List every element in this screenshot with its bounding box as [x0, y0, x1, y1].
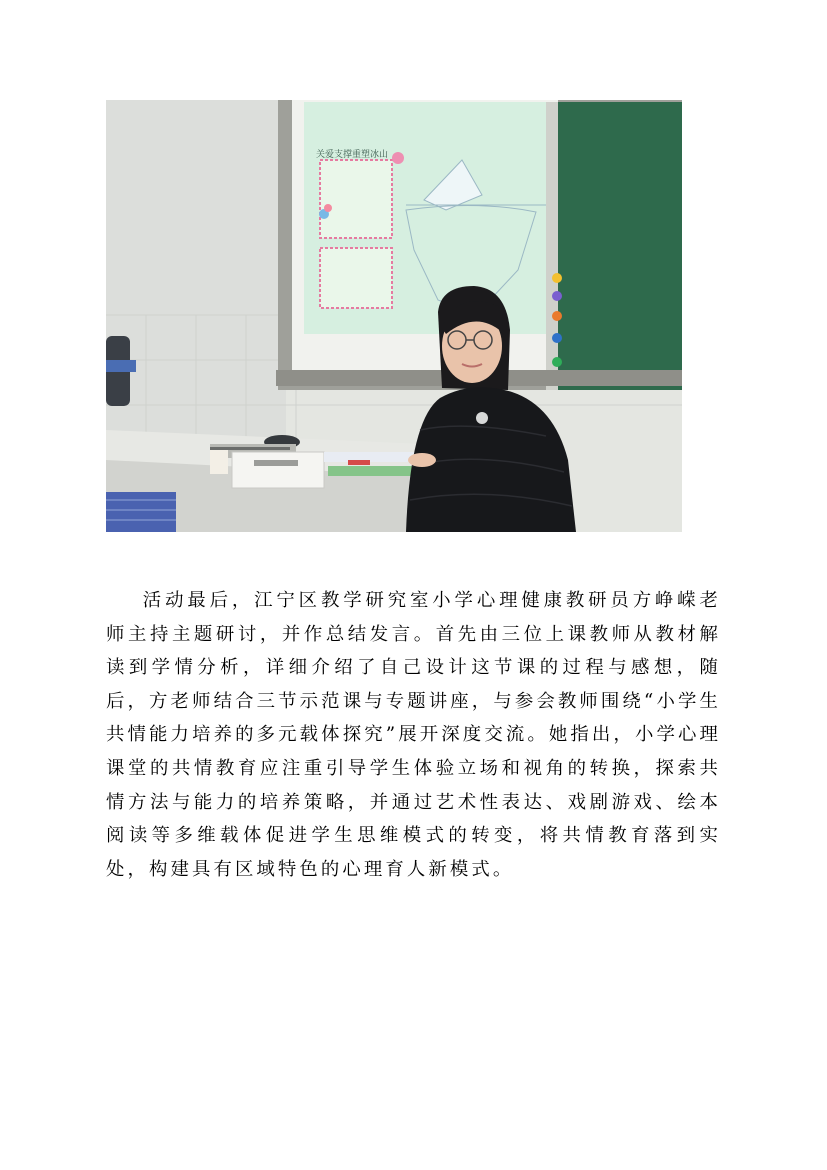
- body-paragraph: 活动最后，江宁区教学研究室小学心理健康教研员方峥嵘老师主持主题研讨，并作总结发言。首先由三位上课教师从教材解读到学情分析，详细介绍了自己设计这节课的过程与感想，随后，方老师结合三节示范课与专题讲座，与参会教师围绕“小学生共情能力培养的多元载体探究”展开深度交流。她指出，小学心理课堂的共情教育应注重引导学生体验立场和视角的转换，探索共情方法与能力的培养策略，并通过艺术性表达、戏剧游戏、绘本阅读等多维载体促进学生思维模式的转变，将共情教育落到实处，构建具有区域特色的心理育人新模式。: [106, 590, 721, 880]
- classroom-photo: [106, 100, 682, 532]
- slide-title: 关爱支撑重塑冰山: [316, 150, 389, 160]
- photo-illustration: [106, 100, 682, 532]
